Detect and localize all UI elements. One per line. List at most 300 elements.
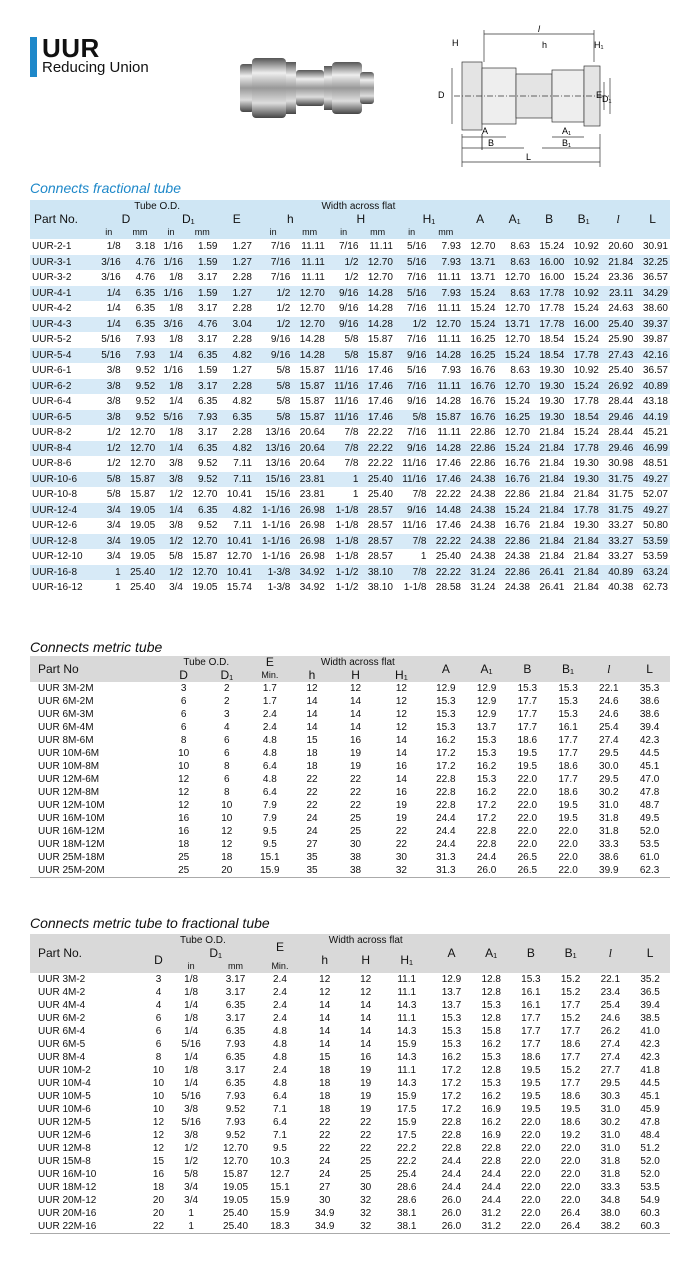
table-cell: 24.38 <box>463 503 497 519</box>
table-cell: 12.70 <box>226 551 252 563</box>
table-row <box>30 1038 670 1051</box>
table-cell: 30 <box>349 839 362 850</box>
table-cell: 12.70 <box>360 255 394 271</box>
table-cell: 30.2 <box>599 787 619 798</box>
table-cell: 15.8 <box>481 1026 501 1037</box>
table-cell: 7.93 <box>185 410 219 426</box>
table-cell: 18.54 <box>539 334 565 346</box>
table-cell: 5/8 <box>184 1169 199 1180</box>
table-cell: 2.4 <box>262 722 277 733</box>
table-cell: 50.80 <box>642 520 668 532</box>
table-cell: 15.9 <box>270 1195 290 1206</box>
col-B: B <box>511 934 551 973</box>
diagram-label-A: A <box>482 126 489 136</box>
table-cell: 15.24 <box>504 396 530 408</box>
part-number-cell: UUR-4-2 <box>32 303 72 315</box>
table-row <box>30 565 670 581</box>
table-row <box>30 812 670 825</box>
table-row <box>30 549 670 565</box>
table-cell: 1/2 <box>276 303 291 315</box>
table-cell: 12.70 <box>428 317 462 333</box>
table-cell: 10 <box>221 813 233 824</box>
table-cell: 3/8 <box>95 410 123 426</box>
table-cell: 27.4 <box>600 1039 621 1050</box>
table-cell: 19 <box>360 1104 372 1115</box>
table-cell: 25.4 <box>600 1000 621 1011</box>
table-cell: 13.7 <box>441 1000 462 1011</box>
table-cell: 16.2 <box>441 1052 462 1063</box>
table-cell: 24.4 <box>481 1169 501 1180</box>
table-cell: 7.93 <box>428 255 462 271</box>
table-cell: 15.2 <box>560 974 581 985</box>
diagram-label-H: H <box>452 38 459 48</box>
unit-in: in <box>327 226 361 239</box>
table-cell: 12.9 <box>441 974 462 985</box>
table-cell: 19.5 <box>521 1091 541 1102</box>
table-cell: 1.59 <box>198 365 218 377</box>
table-cell: 62.73 <box>642 582 668 594</box>
table-cell: 14.28 <box>360 317 394 333</box>
table-cell: 22 <box>306 800 318 811</box>
table-cell: 24.4 <box>476 852 497 863</box>
table-cell: 19.5 <box>560 1104 581 1115</box>
table-cell: 1/4 <box>169 396 183 408</box>
table-cell: 1-1/16 <box>262 551 291 563</box>
table-cell: 15.9 <box>396 1091 417 1102</box>
table-cell: 19.05 <box>223 1195 249 1206</box>
table-cell: 22.0 <box>517 839 538 850</box>
table-cell: 11/16 <box>327 379 361 395</box>
table-cell: 38.10 <box>360 565 394 581</box>
table-cell: 17.7 <box>517 722 538 733</box>
table-row <box>30 786 670 799</box>
table-cell: 19.05 <box>130 520 156 532</box>
part-number-cell: UUR-3-2 <box>32 272 72 284</box>
table-cell: 1/2 <box>395 317 429 333</box>
table-cell: 52.07 <box>642 489 668 501</box>
table-cell: 22.8 <box>481 1156 501 1167</box>
table-cell: 5/16 <box>181 1117 201 1128</box>
part-number-cell: UUR-3-1 <box>30 255 95 271</box>
table-cell: 22.8 <box>441 1117 462 1128</box>
table-row <box>30 286 670 302</box>
table-cell: 44.5 <box>640 1078 660 1089</box>
table-cell: 22.22 <box>428 565 462 581</box>
table-cell: 19.05 <box>123 503 157 519</box>
table-cell: 3.18 <box>135 241 156 253</box>
table-cell: 9.52 <box>135 396 156 408</box>
table-cell: 17.2 <box>476 800 497 811</box>
table-cell: 38.10 <box>367 582 393 594</box>
table-cell: 22.86 <box>497 565 531 581</box>
diagram-label-L: L <box>526 152 532 162</box>
col-l: l <box>588 656 629 682</box>
part-number-cell: UUR 20M-16 <box>38 1208 97 1219</box>
table-cell: 17.78 <box>532 286 566 302</box>
table-row <box>30 734 670 747</box>
table-cell: 15.24 <box>463 317 497 333</box>
table-row <box>30 239 670 255</box>
part-number-cell: UUR 6M-5 <box>38 1039 86 1050</box>
table-cell: 3/4 <box>106 551 121 563</box>
table-cell: 4.8 <box>262 774 277 785</box>
part-number-cell: UUR-12-8 <box>30 534 95 550</box>
table-cell: 14 <box>360 1026 372 1037</box>
table-cell: 8.63 <box>510 365 530 377</box>
table-cell: 24.4 <box>441 1182 462 1193</box>
table-row <box>30 317 670 333</box>
table-row <box>30 425 670 441</box>
table-cell: 8 <box>224 761 230 772</box>
table-cell: 29.46 <box>601 410 635 426</box>
table-cell: 12 <box>152 1117 165 1128</box>
table-cell: 16.76 <box>497 472 531 488</box>
table-cell: 7.93 <box>225 1039 246 1050</box>
table-cell: 22.0 <box>521 1195 541 1206</box>
table-cell: 4 <box>155 1000 162 1011</box>
table-cell: 12 <box>319 987 331 998</box>
table-cell: 39.4 <box>640 1000 660 1011</box>
table-cell: 25.40 <box>223 1208 249 1219</box>
unit-mm: mm <box>123 226 157 239</box>
table-cell: 9/16 <box>327 317 361 333</box>
table-cell: 17.78 <box>532 317 566 333</box>
table-cell: 29.5 <box>600 1078 621 1089</box>
table-cell: 1/8 <box>184 1013 199 1024</box>
table-cell: 12.70 <box>504 272 530 284</box>
table-cell: 45.21 <box>642 427 668 439</box>
table-cell: 2.28 <box>232 427 252 439</box>
table-cell: 27.43 <box>601 348 635 364</box>
table-cell: 6 <box>155 1013 162 1024</box>
table-row <box>30 973 670 986</box>
table-cell: 14 <box>395 774 407 785</box>
table-cell: 3/16 <box>95 255 123 271</box>
part-number-cell: UUR-16-8 <box>30 565 95 581</box>
part-number-cell: UUR-12-4 <box>30 503 95 519</box>
table-cell: 5/8 <box>95 472 123 488</box>
table-cell: 6.35 <box>225 1000 246 1011</box>
table-cell: 12 <box>306 683 318 694</box>
table-cell: 9/16 <box>254 348 292 364</box>
table-cell: 19 <box>360 1091 372 1102</box>
table-cell: 12.9 <box>476 709 497 720</box>
table-cell: 24 <box>306 813 318 824</box>
table-cell: 3/16 <box>101 272 121 284</box>
table-cell: 19 <box>360 1078 372 1089</box>
table-cell: 17.46 <box>435 520 461 532</box>
metric-table <box>30 656 670 878</box>
table-cell: 21.84 <box>539 520 565 532</box>
table-cell: 8 <box>155 1052 162 1063</box>
table-cell: 17.7 <box>558 748 578 759</box>
table-cell: 10 <box>152 1091 165 1102</box>
table-cell: 9/16 <box>395 503 429 519</box>
table-cell: 1 <box>327 472 361 488</box>
table-cell: 25.40 <box>130 582 156 594</box>
table-row <box>30 773 670 786</box>
table-row <box>30 695 670 708</box>
table-cell: 11.1 <box>397 987 417 998</box>
table-cell: 21.84 <box>573 582 599 594</box>
table-cell: 19.30 <box>573 458 599 470</box>
table-cell: 15.87 <box>360 348 394 364</box>
table-cell: 12.70 <box>292 317 326 333</box>
table-cell: 21.84 <box>539 489 565 501</box>
table-cell: 31.8 <box>599 813 619 824</box>
table-cell: 15.3 <box>481 1000 501 1011</box>
table-cell: 31.75 <box>601 472 635 488</box>
table-cell: 10.92 <box>566 255 600 271</box>
table-cell: 25.40 <box>211 1220 260 1234</box>
col-E: E <box>260 934 300 960</box>
table-cell: 9.52 <box>123 379 157 395</box>
table-cell: 12.70 <box>299 303 325 315</box>
part-number-cell: UUR 18M-12M <box>38 839 105 850</box>
part-number-cell: UUR 15M-8 <box>38 1156 91 1167</box>
part-number-cell: UUR 4M-4 <box>38 1000 86 1011</box>
table-cell: 6.35 <box>123 317 157 333</box>
table-cell: 10.92 <box>573 365 599 377</box>
table-cell: 1/2 <box>157 565 185 581</box>
col-E: E <box>250 656 291 669</box>
table-cell: 21.84 <box>539 458 565 470</box>
table-cell: 15.24 <box>566 379 600 395</box>
table-cell: 19.30 <box>532 379 566 395</box>
table-cell: 42.16 <box>635 348 670 364</box>
table-cell: 53.59 <box>635 534 670 550</box>
col-D: D <box>95 213 157 226</box>
table-cell: 16.25 <box>497 410 531 426</box>
table-row <box>30 1207 670 1220</box>
part-number-cell: UUR 12M-8M <box>38 787 100 798</box>
table-cell: 44.19 <box>635 410 670 426</box>
col-A: A <box>432 934 472 973</box>
table-cell: 5/8 <box>344 334 359 346</box>
table-cell: 22 <box>306 787 318 798</box>
diagram-label-E: E <box>596 90 603 100</box>
table-cell: 22.0 <box>521 1130 541 1141</box>
table-cell: 1/16 <box>157 286 185 302</box>
col-l: l <box>601 200 635 239</box>
table-cell: 5/8 <box>276 365 291 377</box>
table-cell: 27 <box>306 839 318 850</box>
table-cell: 20.64 <box>292 441 326 457</box>
table-cell: 41.0 <box>640 1026 660 1037</box>
table-cell: 33.27 <box>601 534 635 550</box>
table-cell: 23.81 <box>292 472 326 488</box>
table-cell: 45.1 <box>639 761 660 772</box>
table-cell: 10.41 <box>226 489 252 501</box>
table-cell: 26.2 <box>600 1026 621 1037</box>
table-cell: 26.98 <box>299 551 325 563</box>
table-cell: 38.6 <box>599 852 619 863</box>
table-cell: 6.4 <box>272 1117 287 1128</box>
table-cell: 40.89 <box>601 565 635 581</box>
table-cell: 16.2 <box>481 1091 501 1102</box>
table-cell: 25 <box>360 1169 372 1180</box>
section-title-fractional: Connects fractional tube <box>30 180 181 196</box>
table-cell: 17.78 <box>539 303 565 315</box>
table-cell: 14.28 <box>428 441 462 457</box>
table-cell: 1 <box>352 489 359 501</box>
page-title: UUR <box>42 33 100 63</box>
table-cell: 7.9 <box>262 813 277 824</box>
table-cell: 22.0 <box>521 1169 541 1180</box>
table-cell: 38.5 <box>640 1013 660 1024</box>
table-cell: 13/16 <box>254 441 292 457</box>
table-cell: 38.6 <box>639 709 660 720</box>
table-row <box>30 1064 670 1077</box>
table-cell: 9.5 <box>272 1143 287 1154</box>
table-cell: 17.7 <box>558 735 578 746</box>
table-row <box>30 1142 670 1155</box>
col-L: L <box>630 934 670 973</box>
table-cell: 10.41 <box>219 565 253 581</box>
diagram-label-A1: A₁ <box>562 126 572 136</box>
table-cell: 15.1 <box>260 852 280 863</box>
table-cell: 12 <box>152 1130 165 1141</box>
table-row <box>30 986 670 999</box>
col-width: Width across flat <box>254 200 463 213</box>
table-cell: 24.4 <box>436 826 456 837</box>
table-cell: 20.64 <box>299 458 325 470</box>
part-number-cell: UUR-10-6 <box>30 472 95 488</box>
table-cell: 52.0 <box>639 826 660 837</box>
table-cell: 22.1 <box>599 683 619 694</box>
table-cell: 1 <box>188 1208 194 1219</box>
col-B: B <box>507 656 548 682</box>
table-cell: 22.22 <box>435 489 461 501</box>
table-cell: 6 <box>224 748 230 759</box>
table-cell: 14.3 <box>396 1052 417 1063</box>
table-cell: 12 <box>349 683 362 694</box>
table-cell: 21.84 <box>601 255 635 271</box>
col-E-min: Min. <box>260 960 300 973</box>
table-row <box>30 534 670 550</box>
table-row <box>30 518 670 534</box>
table-cell: 17.2 <box>441 1091 462 1102</box>
table-cell: 22.8 <box>436 800 456 811</box>
table-cell: 52.0 <box>640 1169 660 1180</box>
table-cell: 8.63 <box>497 286 531 302</box>
part-number-cell: UUR-4-3 <box>30 317 95 333</box>
table-cell: 28.57 <box>360 503 394 519</box>
table-cell: 1 <box>115 582 121 594</box>
part-number-cell: UUR 25M-20M <box>30 864 163 878</box>
table-cell: 7/8 <box>395 534 429 550</box>
table-cell: 45.1 <box>640 1091 660 1102</box>
part-number-cell: UUR-8-2 <box>32 427 72 439</box>
table-cell: 17.5 <box>396 1104 417 1115</box>
table-cell: 13/16 <box>265 458 291 470</box>
table-cell: 14.3 <box>396 1000 417 1011</box>
table-cell: 1/8 <box>184 1065 199 1076</box>
table-cell: 15 <box>319 1052 331 1063</box>
table-cell: 17.46 <box>367 396 393 408</box>
table-cell: 25.40 <box>435 551 461 563</box>
table-cell: 17.7 <box>560 1052 581 1063</box>
table-cell: 39.9 <box>588 864 629 878</box>
table-cell: 12.70 <box>185 534 219 550</box>
table-cell: 18.6 <box>558 761 578 772</box>
table-cell: 16.2 <box>481 1039 501 1050</box>
table-cell: 12.70 <box>130 427 156 439</box>
table-cell: 3/8 <box>184 1104 199 1115</box>
table-row <box>30 1168 670 1181</box>
table-cell: 1/4 <box>95 286 123 302</box>
table-cell: 12.8 <box>481 1065 501 1076</box>
table-cell: 31.8 <box>600 1156 621 1167</box>
unit-in: in <box>254 226 292 239</box>
table-cell: 3.17 <box>185 379 219 395</box>
table-cell: 22.0 <box>517 774 538 785</box>
table-cell: 16 <box>395 761 407 772</box>
table-cell: 22.86 <box>470 458 496 470</box>
table-cell: 14.28 <box>428 348 462 364</box>
col-B1: B₁ <box>548 656 589 682</box>
table-cell: 28.58 <box>435 582 461 594</box>
table-cell: 16.2 <box>476 787 497 798</box>
col-A1: A₁ <box>471 934 511 973</box>
table-row <box>30 1194 670 1207</box>
part-number-cell: UUR-12-10 <box>32 551 83 563</box>
table-cell: 7.1 <box>272 1104 287 1115</box>
table-cell: 26.4 <box>551 1220 591 1234</box>
table-cell: 3/4 <box>169 582 183 594</box>
table-cell: 5/8 <box>276 396 291 408</box>
table-cell: 1/2 <box>344 272 359 284</box>
table-row <box>30 1129 670 1142</box>
table-cell: 23.11 <box>601 286 635 302</box>
table-cell: 6.35 <box>135 303 156 315</box>
table-cell: 31.3 <box>436 852 456 863</box>
table-cell: 7.93 <box>441 241 461 253</box>
table-cell: 22 <box>319 1117 331 1128</box>
table-cell: 38.2 <box>590 1220 630 1234</box>
col-A: A <box>463 200 497 239</box>
table-cell: 14.28 <box>367 303 393 315</box>
table-cell: 22 <box>306 774 318 785</box>
table-cell: 5/16 <box>95 348 123 364</box>
table-cell: 7.11 <box>219 472 253 488</box>
table-cell: 16.25 <box>470 334 496 346</box>
table-row <box>30 747 670 760</box>
table-row <box>30 999 670 1012</box>
table-cell: 1/2 <box>169 489 183 501</box>
table-cell: 17.7 <box>560 1078 581 1089</box>
table-cell: 1/16 <box>163 365 183 377</box>
table-cell: 22 <box>395 826 407 837</box>
table-cell: 42.3 <box>639 735 660 746</box>
table-cell: 24.38 <box>470 520 496 532</box>
table-cell: 12.70 <box>504 334 530 346</box>
table-cell: 36.5 <box>640 987 660 998</box>
table-cell: 16.76 <box>463 379 497 395</box>
table-cell: 17.7 <box>560 1000 581 1011</box>
table-cell: 22.0 <box>558 839 578 850</box>
table-cell: 21.84 <box>566 534 600 550</box>
table-cell: 1-3/8 <box>267 582 291 594</box>
table-cell: 12 <box>152 1143 165 1154</box>
table-cell: 15.3 <box>441 1026 462 1037</box>
table-cell: 14.28 <box>292 348 326 364</box>
table-cell: 22.8 <box>436 787 456 798</box>
part-number-cell: UUR 8M-4 <box>38 1052 86 1063</box>
table-cell: 1/8 <box>169 303 183 315</box>
table-cell: 18 <box>319 1091 331 1102</box>
table-cell: 11.11 <box>301 241 325 253</box>
